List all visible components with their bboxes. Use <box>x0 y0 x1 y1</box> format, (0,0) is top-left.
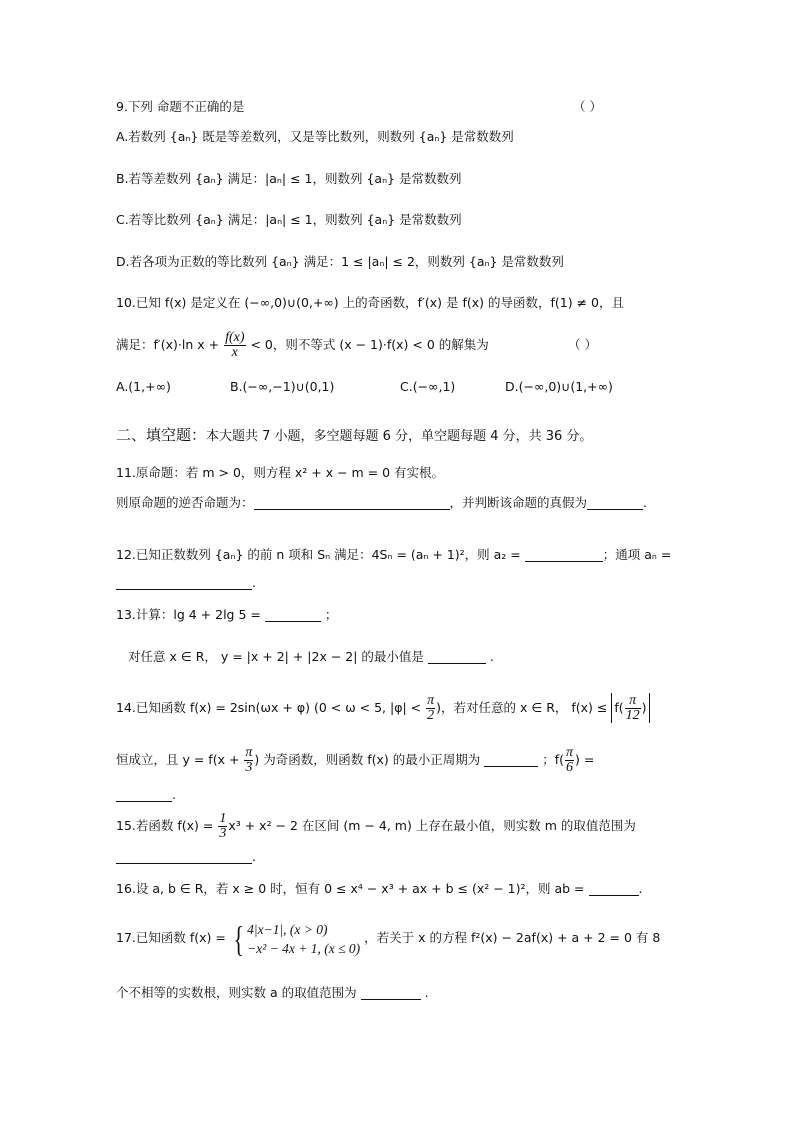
q17-prompt-3: 个不相等的实数根，则实数 a 的取值范围为 <box>116 985 357 1000</box>
q17-period: . <box>424 985 429 1000</box>
q14-answer-blank-1[interactable] <box>484 754 538 767</box>
q10-line2-pre: 满足：f′(x)·ln x + <box>116 337 220 352</box>
q10-option-a: A.(1,+∞) <box>116 379 171 394</box>
q17-answer-blank[interactable] <box>361 987 421 1000</box>
q10-frac-den: x <box>231 345 238 360</box>
q11-line2 <box>116 494 647 512</box>
q17-line2 <box>116 984 429 1002</box>
q11-prompt: 则原命题的逆否命题为： <box>116 495 254 510</box>
q14-frac-den-2: 12 <box>625 708 640 723</box>
q17-piece-1: 4|x−1|, (x > 0) <box>247 921 328 937</box>
q13-answer-blank-2[interactable] <box>428 651 486 664</box>
q10-option-c: C.(−∞,1) <box>400 379 456 394</box>
q13-semicolon: ； <box>324 607 338 622</box>
q9-option-c: C.若等比数列 {aₙ} 满足：|aₙ| ≤ 1，则数列 {aₙ} 是常数数列 <box>116 212 462 227</box>
q14-frac-pi-3 <box>244 746 253 775</box>
q14-frac-den: 2 <box>427 708 435 723</box>
q14-frac-num-4: π <box>566 745 574 760</box>
q10-fraction <box>224 331 245 360</box>
q14-line3 <box>116 786 176 804</box>
q13-line2 <box>128 648 494 666</box>
q17-prompt: 17.已知函数 f(x) = <box>116 930 226 945</box>
q16-answer-blank[interactable] <box>589 883 639 896</box>
q10-line1: 10.已知 f(x) 是定义在 (−∞,0)∪(0,+∞) 上的奇函数，f′(x) 是 f(x) 的导函数，f(1) ≠ 0，且 <box>116 295 624 310</box>
q14-frac-pi-6 <box>565 746 574 775</box>
q14-answer-blank-2[interactable] <box>116 789 172 802</box>
q13-prompt-2: 对任意 x ∈ R， y = |x + 2| + |2x − 2| 的最小值是 <box>128 649 424 664</box>
q12-prompt: 12.已知正数数列 {aₙ} 的前 n 项和 Sₙ 满足：4Sₙ = (aₙ + 1)²，则 a₂ = <box>116 547 521 562</box>
q17-piecewise <box>247 920 360 958</box>
q14-frac-den-4: 6 <box>566 760 574 775</box>
q14-prompt-4: ) 为奇函数，则函数 f(x) 的最小正周期为 <box>254 752 481 767</box>
q14-abs <box>611 693 649 723</box>
q17-line1 <box>116 914 660 962</box>
q14-prompt-6: ) = <box>575 752 595 767</box>
q15-period: . <box>252 849 256 864</box>
q10-frac-num: f(x) <box>225 330 245 345</box>
q17-piece-2: −x² − 4x + 1, (x ≤ 0) <box>247 940 361 956</box>
q11-period: . <box>643 495 648 510</box>
q15-answer-blank[interactable] <box>116 851 252 864</box>
q10-answer-paren: （ ） <box>568 337 597 352</box>
q12-period: . <box>252 575 256 590</box>
q12-answer-blank-2[interactable] <box>116 577 252 590</box>
q16-line <box>116 880 643 898</box>
q10-line2 <box>116 330 489 360</box>
section-heading <box>116 424 592 445</box>
q14-prompt-2: )，若对任意的 x ∈ R， f(x) ≤ <box>436 700 608 715</box>
q14-f-close: ) <box>641 700 647 715</box>
q14-prompt-5: ；f( <box>542 752 565 767</box>
q15-frac-den: 3 <box>219 826 227 841</box>
q15-line2 <box>116 848 256 866</box>
q17-brace: { <box>233 918 244 959</box>
q14-frac-num-2: π <box>625 694 641 709</box>
q12-line1 <box>116 546 671 564</box>
q14-line2 <box>116 744 594 776</box>
q13-answer-blank-1[interactable] <box>265 609 321 622</box>
q9-answer-paren: （ ） <box>573 99 602 114</box>
q15-prompt-2: x³ + x² − 2 在区间 (m − 4, m) 上存在最小值，则实数 m 的取值范围为 <box>228 818 636 833</box>
q15-prompt: 15.若函数 f(x) = <box>116 818 214 833</box>
q12-prompt-2: ；通项 aₙ = <box>602 547 672 562</box>
q12-answer-blank-1[interactable] <box>525 549 603 562</box>
q9-option-a: A.若数列 {aₙ} 既是等差数列，又是等比数列，则数列 {aₙ} 是常数数列 <box>116 129 514 144</box>
q14-f-open: f( <box>614 700 624 715</box>
q12-line2 <box>116 574 256 592</box>
q13-line1 <box>116 606 337 624</box>
q14-prompt: 14.已知函数 f(x) = 2sin(ωx + φ) (0 < ω < 5, |φ| < <box>116 700 422 715</box>
q14-frac-num: π <box>427 693 435 708</box>
q11-answer-blank-2[interactable] <box>587 497 643 510</box>
q10-option-d: D.(−∞,0)∪(1,+∞) <box>505 379 613 394</box>
q16-period: . <box>638 881 643 896</box>
q15-line1 <box>116 810 636 842</box>
q16-prompt: 16.设 a, b ∈ R，若 x ≥ 0 时，恒有 0 ≤ x⁴ − x³ + ax + b ≤ (x² − 1)²，则 ab = <box>116 881 585 896</box>
q14-prompt-3: 恒成立，且 y = f(x + <box>116 752 240 767</box>
q15-frac-1-3 <box>218 812 227 841</box>
q10-option-b: B.(−∞,−1)∪(0,1) <box>230 379 335 394</box>
section-title: 二、填空题： <box>116 426 207 444</box>
section-description: 本大题共 7 小题，多空题每题 6 分，单空题每题 4 分，共 36 分。 <box>206 429 593 444</box>
q14-line1 <box>116 692 650 724</box>
q11-answer-blank-1[interactable] <box>254 497 450 510</box>
q9-stem: 9.下列 命题不正确的是 <box>116 99 245 114</box>
q9-option-b: B.若等差数列 {aₙ} 满足：|aₙ| ≤ 1，则数列 {aₙ} 是常数数列 <box>116 171 462 186</box>
q13-prompt: 13.计算：lg 4 + 2lg 5 = <box>116 607 261 622</box>
q10-line2-post: < 0，则不等式 (x − 1)·f(x) < 0 的解集为 <box>250 337 489 352</box>
q14-period: . <box>172 787 176 802</box>
q11-line1: 11.原命题：若 m > 0，则方程 x² + x − m = 0 有实根。 <box>116 465 445 480</box>
q13-period: . <box>489 649 494 664</box>
q11-prompt-2: ，并判断该命题的真假为 <box>449 495 588 510</box>
q17-prompt-2: ，若关于 x 的方程 f²(x) − 2af(x) + a + 2 = 0 有 8 <box>364 930 661 945</box>
q14-frac-pi-2 <box>426 694 435 723</box>
q15-frac-num: 1 <box>219 811 227 826</box>
q14-frac-den-3: 3 <box>245 760 253 775</box>
q9-option-d: D.若各项为正数的等比数列 {aₙ} 满足：1 ≤ |aₙ| ≤ 2，则数列 {aₙ} 是常数数列 <box>116 254 564 269</box>
q14-frac-pi-12 <box>625 694 641 723</box>
q14-frac-num-3: π <box>245 745 253 760</box>
